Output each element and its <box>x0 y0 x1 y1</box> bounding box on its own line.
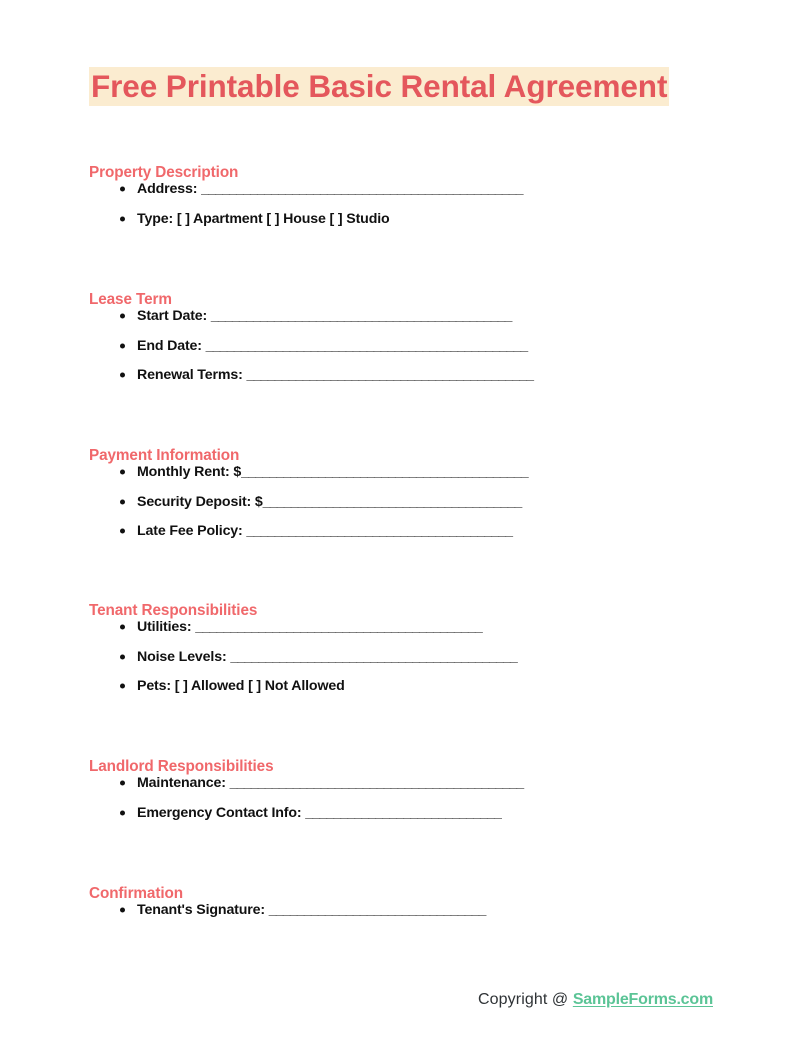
copyright-label: Copyright @ <box>478 991 573 1008</box>
field-blank-line[interactable]: _________________________________________ <box>230 648 517 665</box>
field-label: Noise Levels: <box>137 648 231 665</box>
field-list <box>89 309 729 382</box>
list-item-tenant-signature <box>89 903 729 917</box>
field-blank-line[interactable]: _______________________________ <box>268 902 486 919</box>
section-tenant-responsibilities <box>89 602 729 693</box>
list-item-emergency-contact-info <box>89 806 729 820</box>
field-label[interactable]: Pets: [ ] Allowed [ ] Not Allowed <box>137 677 345 694</box>
field-list <box>89 903 729 917</box>
field-blank-line[interactable]: ____________________________ <box>305 804 501 821</box>
list-item-type <box>89 212 729 226</box>
field-blank-line[interactable]: ______________________________________________ <box>201 181 523 198</box>
field-label: Security Deposit: $ <box>137 493 263 510</box>
list-item-monthly-rent <box>89 465 729 479</box>
field-list <box>89 465 729 538</box>
list-item-late-fee-policy <box>89 524 729 538</box>
field-label: Tenant's Signature: <box>137 902 269 919</box>
field-list <box>89 182 729 225</box>
field-blank-line[interactable]: _________________________________________ <box>246 366 534 383</box>
field-label: Renewal Terms: <box>137 366 247 383</box>
footer-copyright <box>478 989 713 1011</box>
list-item-noise-levels <box>89 650 729 664</box>
list-item-end-date <box>89 339 729 353</box>
field-blank-line[interactable]: _________________________________________ <box>195 619 482 636</box>
section-property-description <box>89 164 729 226</box>
section-confirmation <box>89 885 729 918</box>
list-item-renewal-terms <box>89 368 729 382</box>
field-label: Address: <box>137 181 202 198</box>
field-list <box>89 776 729 819</box>
field-label: Monthly Rent: $ <box>137 464 242 481</box>
section-payment-information <box>89 447 729 538</box>
field-label: Late Fee Policy: <box>137 522 247 539</box>
list-item-utilities <box>89 620 729 634</box>
field-blank-line[interactable]: ___________________________________________ <box>210 308 512 325</box>
section-heading: Property Description <box>89 164 239 181</box>
field-label: End Date: <box>137 337 206 354</box>
field-blank-line[interactable]: ______________________________________ <box>246 522 513 539</box>
list-item-maintenance <box>89 776 729 790</box>
field-blank-line[interactable]: _____________________________________ <box>262 493 522 510</box>
list-item-start-date <box>89 309 729 323</box>
list-item-security-deposit <box>89 495 729 509</box>
section-heading: Confirmation <box>89 885 183 902</box>
section-heading: Lease Term <box>89 291 172 308</box>
field-blank-line[interactable]: __________________________________________ <box>229 775 524 792</box>
field-blank-line[interactable]: _________________________________________ <box>241 464 528 481</box>
field-label: Utilities: <box>137 619 196 636</box>
field-blank-line[interactable]: ______________________________________________ <box>205 337 528 354</box>
section-landlord-responsibilities <box>89 758 729 820</box>
section-lease-term <box>89 291 729 382</box>
field-label: Start Date: <box>137 308 211 325</box>
field-label: Emergency Contact Info: <box>137 804 306 821</box>
field-label: Maintenance: <box>137 775 230 792</box>
page-title: Free Printable Basic Rental Agreement <box>91 68 668 104</box>
sampleforms-link[interactable]: SampleForms.com <box>572 991 713 1008</box>
section-heading: Payment Information <box>89 447 240 464</box>
field-list <box>89 620 729 693</box>
section-heading: Landlord Responsibilities <box>89 758 274 775</box>
field-label[interactable]: Type: [ ] Apartment [ ] House [ ] Studio <box>137 210 390 227</box>
list-item-address <box>89 182 729 196</box>
section-heading: Tenant Responsibilities <box>89 602 258 619</box>
page-title-container <box>89 61 749 112</box>
list-item-pets <box>89 679 729 693</box>
